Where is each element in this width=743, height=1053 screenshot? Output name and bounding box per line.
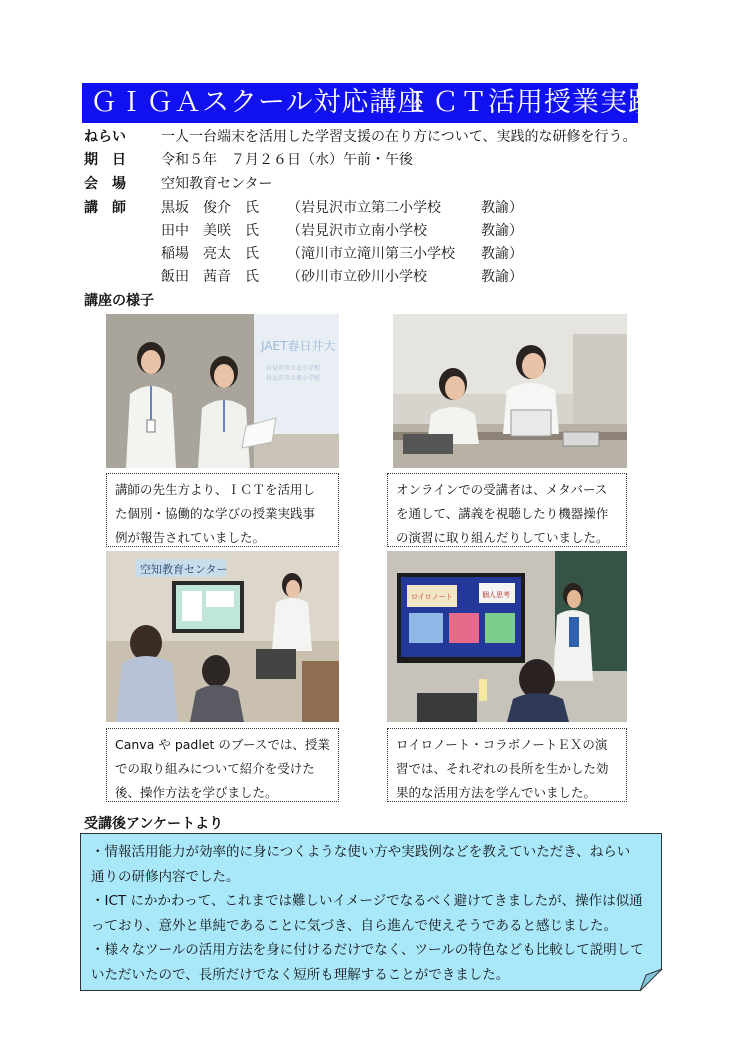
lecturer-school: （岩見沢市立南小学校 [287,223,427,239]
caption-line: での取り組みについて紹介を受けた [115,761,315,776]
lecturer-school: （岩見沢市立第二小学校 [287,200,441,216]
title-main: ＧＩＧＡスクール対応講座 [90,87,426,118]
survey-title: 受講後アンケートより [84,816,224,832]
caption-loilo [387,728,627,802]
aim-label: ねらい [84,129,126,145]
caption-online [387,473,627,547]
caption-line: を通して、講義を視聴したり機器操作 [396,506,609,521]
venue-value: 空知教育センター [161,176,273,192]
screen-text: JAET春日井大 [261,339,336,353]
lecturer-role: 教諭） [481,246,523,262]
date-label: 期 日 [84,152,126,168]
page-fold-icon [640,969,662,991]
page-title [82,83,682,123]
survey-line: 通りの研修内容でした。 [91,868,240,885]
caption-line: 果的な活用方法を学んでいました。 [396,785,597,800]
survey-box [80,833,662,991]
survey-line: ・情報活用能力が効率的に身につくような使い方や実践例などを教えていただき、ねらい [91,844,631,860]
lecturer-role: 教諭） [481,269,523,285]
caption-line: 後、操作方法を学びました。 [115,785,278,800]
survey-line: ・様々なツールの活用方法を身に付けるだけでなく、ツールの特色なども比較して説明して [91,942,644,958]
caption-line: た個別・協働的な学びの授業実践事 [115,506,316,521]
slide-label: ロイロノート [411,593,453,601]
caption-line: の演習に取り組んだりしていました。 [396,530,609,545]
survey-line: いただいたので、長所だけでなく短所も理解することができました。 [91,966,510,983]
venue-label: 会 場 [84,176,126,192]
lecturer-name: 黒坂 俊介 氏 [161,200,259,216]
slide-title: 個人思考 [482,591,510,599]
screen-sub-1: 岩見沢市立北小学校 [266,365,321,372]
lecturer-school: （砂川市立砂川小学校 [287,269,427,285]
lecturer-name: 飯田 茜音 氏 [161,269,259,285]
survey-line: っており、意外と単純であることに気づき、自ら進んで使えそうであると感じました。 [91,917,617,934]
screen-sub-2: 岩見沢市立南小学校 [266,375,321,382]
photo-canva-booth [106,551,339,722]
photo-teachers-presenting [106,314,339,468]
caption-line: 習では、それぞれの長所を生かした効 [396,761,609,776]
caption-teachers [106,473,339,547]
date-value: 令和５年 ７月２６日（水）午前・午後 [161,152,413,168]
photo-online-participants [393,314,627,468]
caption-line: Canva や padlet のブースでは、授業 [115,737,330,752]
lecturer-role: 教諭） [481,200,523,216]
lecturer-school: （滝川市立滝川第三小学校 [287,246,455,262]
caption-line: 講師の先生方より、ＩＣＴを活用し [115,482,316,497]
survey-line: ・ICT にかかわって、これまでは難しいイメージでなるべく避けてきましたが、操作は似通 [91,893,643,909]
scene-title: 講座の様子 [84,293,154,309]
caption-line: オンラインでの受講者は、メタバース [396,482,608,497]
aim-value: 一人一台端末を活用した学習支援の在り方について、実践的な研修を行う。 [161,129,637,145]
lecturer-name: 田中 美咲 氏 [161,223,259,239]
caption-line: ロイロノート・コラボノートＥＸの演 [396,737,608,752]
lecturer-name: 稲場 亮太 氏 [161,246,259,262]
caption-line: 例が報告されていました。 [115,530,266,545]
caption-canva [106,728,339,802]
lecturer-role: 教諭） [481,223,523,239]
lecturer-label: 講 師 [84,200,126,216]
title-sub: ＩＣＴ活用授業実践② [404,87,682,118]
photo-loilo-note [387,551,627,722]
sign-text: 空知教育センター [140,563,228,576]
